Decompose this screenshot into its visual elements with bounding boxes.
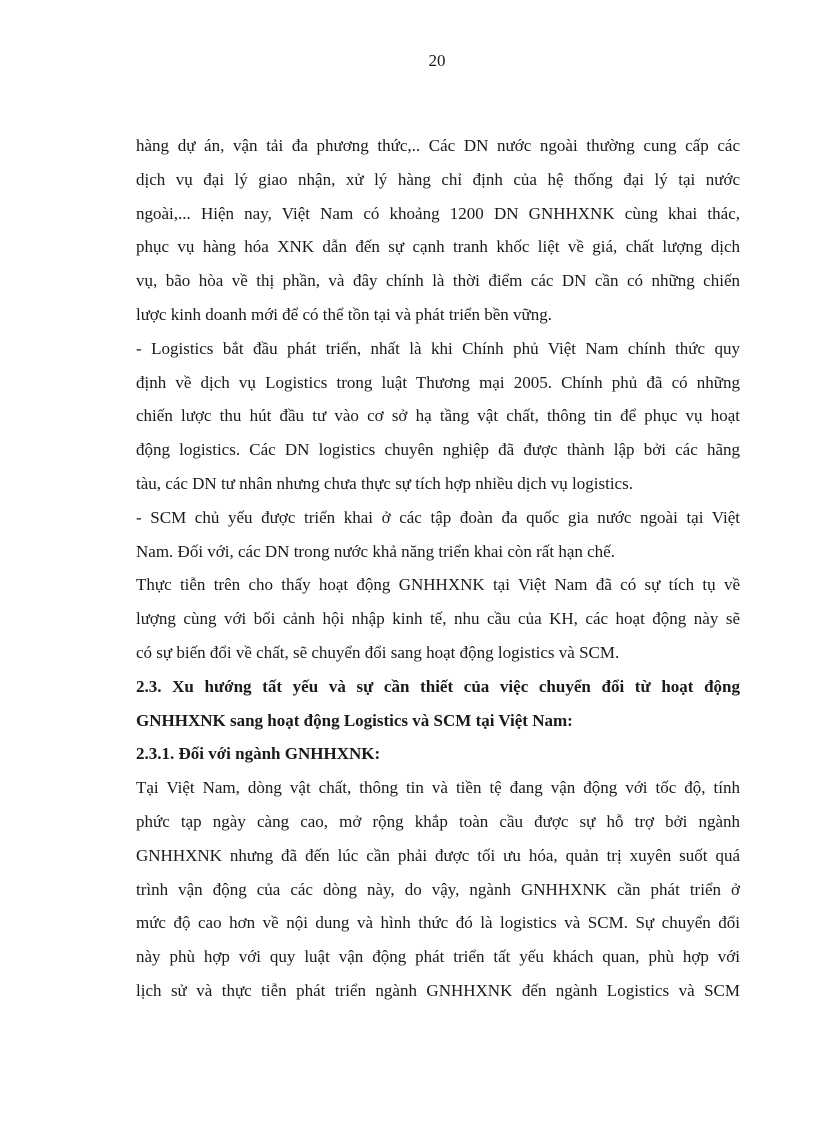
text-line: phục vụ hàng hóa XNK dẫn đến sự cạnh tranh khốc liệt về giá, chất lượng dịch [136,237,740,257]
text-line: tàu, các DN tư nhân nhưng chưa thực sự tích hợp nhiều dịch vụ logistics. [136,473,633,493]
text-line: có sự biến đổi về chất, sẽ chuyển đổi sang hoạt động logistics và SCM. [136,642,620,662]
text-line: GNHHXNK nhưng đã đến lúc cần phải được tối ưu hóa, quản trị xuyên suốt quá [136,845,740,865]
text-line: phức tạp ngày càng cao, mở rộng khắp toàn cầu được sự hỗ trợ bởi ngành [136,811,740,831]
text-line: lược kinh doanh mới để có thể tồn tại và phát triển bền vững. [136,304,552,324]
heading-line: GNHHXNK sang hoạt động Logistics và SCM tại Việt Nam: [136,710,573,730]
text-line: chiến lược thu hút đầu tư vào cơ sở hạ tầng vật chất, thông tin để phục vụ hoạt [136,406,740,426]
heading-line: 2.3.1. Đối với ngành GNHHXNK: [136,744,381,764]
text-line: - Logistics bắt đầu phát triển, nhất là khi Chính phủ Việt Nam chính thức quy [136,338,740,358]
paragraph [136,568,740,669]
subsection-heading [136,737,740,771]
heading-line: 2.3. Xu hướng tất yếu và sự cần thiết của việc chuyển đổi từ hoạt động [136,676,740,696]
text-line: lịch sử và thực tiễn phát triển ngành GNHHXNK đến ngành Logistics và SCM [136,980,740,1000]
text-line: định về dịch vụ Logistics trong luật Thương mại 2005. Chính phủ đã có những [136,372,740,392]
text-line: ngoài,... Hiện nay, Việt Nam có khoảng 1200 DN GNHHXNK cùng khai thác, [136,203,740,223]
text-line: mức độ cao hơn về nội dung và hình thức đó là logistics và SCM. Sự chuyển đổi [136,913,740,933]
document-body [136,129,740,1008]
text-line: này phù hợp với quy luật vận động phát triển tất yếu khách quan, phù hợp với [136,947,740,967]
text-line: lượng cùng với bối cảnh hội nhập kinh tế, nhu cầu của KH, các hoạt động này sẽ [136,609,740,629]
paragraph [136,332,740,501]
text-line: dịch vụ đại lý giao nhận, xử lý hàng chỉ định của hệ thống đại lý tại nước [136,169,740,189]
paragraph [136,129,740,332]
page-number: 20 [428,51,446,70]
text-line: Thực tiễn trên cho thấy hoạt động GNHHXNK tại Việt Nam đã có sự tích tụ về [136,575,740,595]
text-line: động logistics. Các DN logistics chuyên nghiệp đã được thành lập bởi các hãng [136,440,740,460]
section-heading [136,670,740,738]
text-line: vụ, bão hòa về thị phần, và đây chính là thời điểm các DN cần có những chiến [136,271,740,291]
text-line: Tại Việt Nam, dòng vật chất, thông tin và tiền tệ đang vận động với tốc độ, tính [136,778,740,798]
paragraph [136,501,740,569]
paragraph [136,771,740,1008]
text-line: trình vận động của các dòng này, do vậy, ngành GNHHXNK cần phát triển ở [136,879,740,899]
text-line: hàng dự án, vận tải đa phương thức,.. Các DN nước ngoài thường cung cấp các [136,136,740,155]
text-line: Nam. Đối với, các DN trong nước khả năng triển khai còn rất hạn chế. [136,541,615,561]
text-line: - SCM chủ yếu được triển khai ở các tập đoàn đa quốc gia nước ngoài tại Việt [136,507,740,527]
